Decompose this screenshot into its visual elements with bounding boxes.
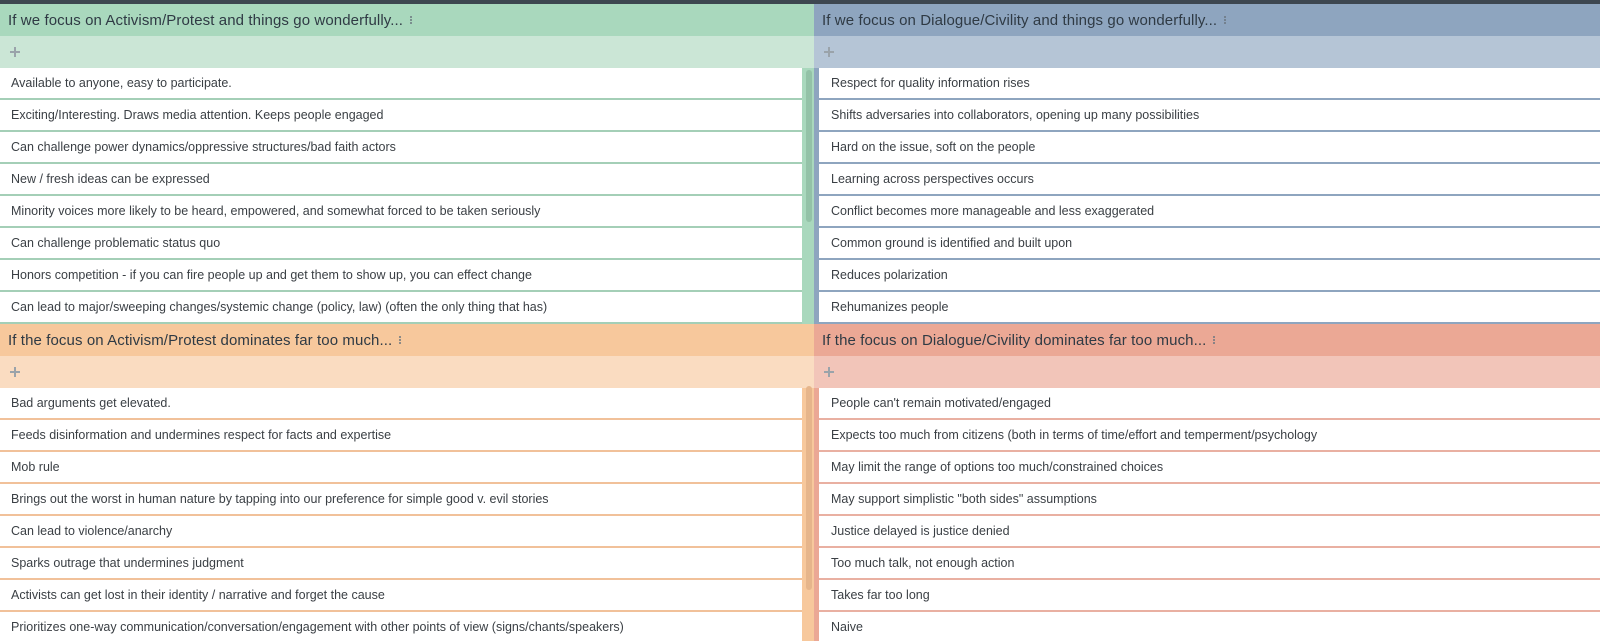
scrollbar[interactable]: [806, 70, 812, 222]
list-item[interactable]: Sparks outrage that undermines judgment: [0, 548, 802, 580]
item-list: [814, 388, 1600, 641]
list-item[interactable]: Prioritizes one-way communication/conversation/engagement with other points of view (signs/chants/speakers): [0, 612, 802, 641]
list-item[interactable]: Can challenge problematic status quo: [0, 228, 802, 260]
list-item[interactable]: Can lead to major/sweeping changes/systemic change (policy, law) (often the only thing that has): [0, 292, 802, 324]
list-item[interactable]: Activists can get lost in their identity / narrative and forget the cause: [0, 580, 802, 612]
list-item[interactable]: Honors competition - if you can fire people up and get them to show up, you can effect change: [0, 260, 802, 292]
plus-icon[interactable]: [9, 366, 21, 378]
list-item[interactable]: Reduces polarization: [819, 260, 1600, 292]
item-list: [0, 388, 814, 641]
quadrant-title: If we focus on Dialogue/Civility and things go wonderfully...: [822, 11, 1218, 29]
plus-icon[interactable]: [9, 46, 21, 58]
quadrant-activism-negative: [0, 324, 814, 641]
more-vertical-icon[interactable]: [1212, 334, 1216, 346]
list-item[interactable]: Feeds disinformation and undermines respect for facts and expertise: [0, 420, 802, 452]
add-item-row[interactable]: [0, 356, 814, 388]
quadrant-header: [0, 324, 814, 356]
more-vertical-icon[interactable]: [398, 334, 402, 346]
list-item[interactable]: Mob rule: [0, 452, 802, 484]
plus-icon[interactable]: [823, 46, 835, 58]
quadrant-title: If the focus on Dialogue/Civility dominates far too much...: [822, 331, 1207, 349]
quadrant-title: If the focus on Activism/Protest dominates far too much...: [8, 331, 393, 349]
list-item[interactable]: Available to anyone, easy to participate.: [0, 68, 802, 100]
quadrant-dialogue-negative: [814, 324, 1600, 641]
list-item[interactable]: Can lead to violence/anarchy: [0, 516, 802, 548]
item-list: [814, 68, 1600, 324]
list-item[interactable]: Common ground is identified and built upon: [819, 228, 1600, 260]
list-item[interactable]: Naive: [819, 612, 1600, 641]
plus-icon[interactable]: [823, 366, 835, 378]
quadrant-title: If we focus on Activism/Protest and things go wonderfully...: [8, 11, 404, 29]
list-item[interactable]: Expects too much from citizens (both in terms of time/effort and temperment/psychology: [819, 420, 1600, 452]
add-item-row[interactable]: [814, 36, 1600, 68]
list-item[interactable]: Hard on the issue, soft on the people: [819, 132, 1600, 164]
quadrant-header: [814, 324, 1600, 356]
list-item[interactable]: Bad arguments get elevated.: [0, 388, 802, 420]
more-vertical-icon[interactable]: [1223, 14, 1227, 26]
list-item[interactable]: May support simplistic "both sides" assumptions: [819, 484, 1600, 516]
item-list: [0, 68, 814, 324]
list-item[interactable]: Brings out the worst in human nature by tapping into our preference for simple good v. evil stories: [0, 484, 802, 516]
list-item[interactable]: Takes far too long: [819, 580, 1600, 612]
list-item[interactable]: Conflict becomes more manageable and less exaggerated: [819, 196, 1600, 228]
list-item[interactable]: Rehumanizes people: [819, 292, 1600, 324]
list-item[interactable]: Can challenge power dynamics/oppressive structures/bad faith actors: [0, 132, 802, 164]
list-item[interactable]: Respect for quality information rises: [819, 68, 1600, 100]
list-item[interactable]: May limit the range of options too much/constrained choices: [819, 452, 1600, 484]
add-item-row[interactable]: [0, 36, 814, 68]
quadrant-header: [0, 4, 814, 36]
list-item[interactable]: New / fresh ideas can be expressed: [0, 164, 802, 196]
list-item[interactable]: Exciting/Interesting. Draws media attention. Keeps people engaged: [0, 100, 802, 132]
quadrant-activism-positive: [0, 4, 814, 324]
quadrant-dialogue-positive: [814, 4, 1600, 324]
list-item[interactable]: Minority voices more likely to be heard, empowered, and somewhat forced to be taken seriously: [0, 196, 802, 228]
scrollbar[interactable]: [806, 386, 812, 590]
quadrant-header: [814, 4, 1600, 36]
list-item[interactable]: Justice delayed is justice denied: [819, 516, 1600, 548]
list-item[interactable]: Shifts adversaries into collaborators, opening up many possibilities: [819, 100, 1600, 132]
list-item[interactable]: Learning across perspectives occurs: [819, 164, 1600, 196]
more-vertical-icon[interactable]: [409, 14, 413, 26]
list-item[interactable]: Too much talk, not enough action: [819, 548, 1600, 580]
list-item[interactable]: People can't remain motivated/engaged: [819, 388, 1600, 420]
add-item-row[interactable]: [814, 356, 1600, 388]
